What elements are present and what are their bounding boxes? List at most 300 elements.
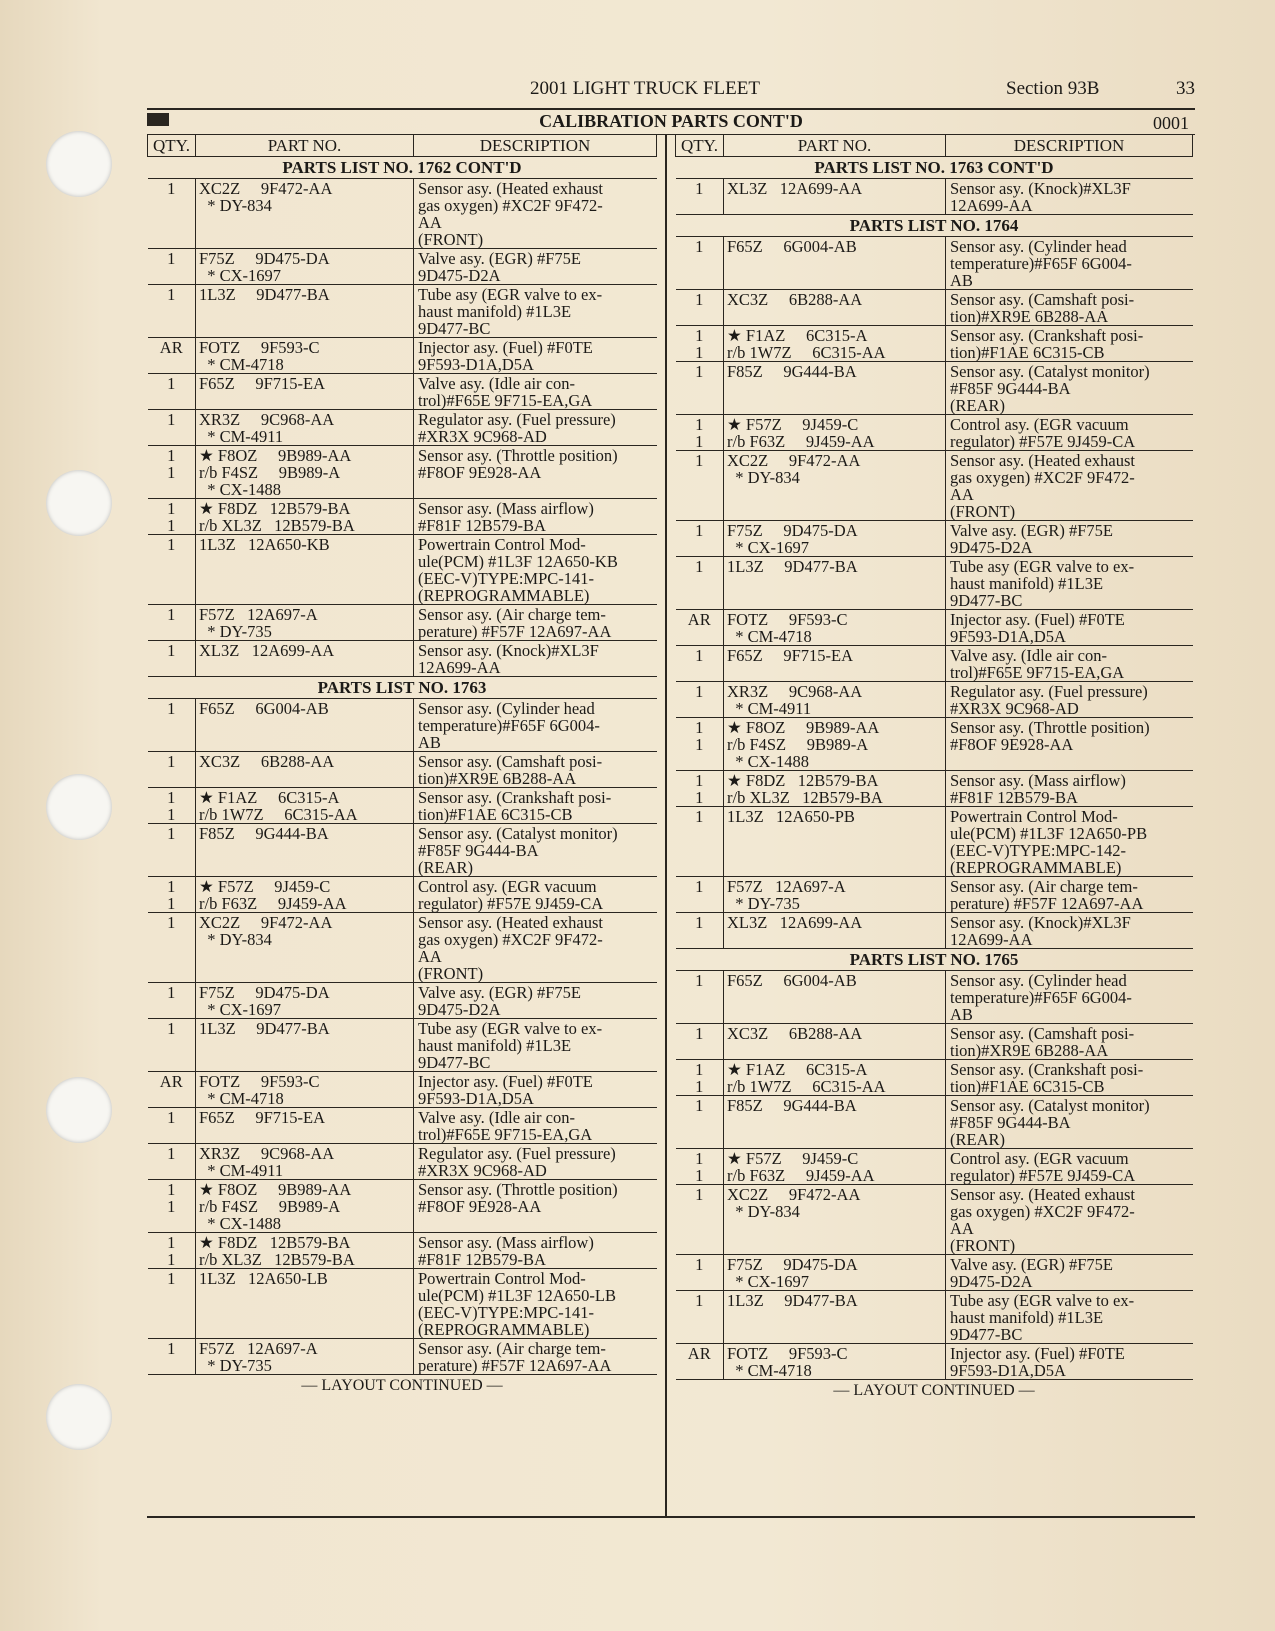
qty-value: 1 <box>167 1108 176 1127</box>
part-number: F85Z 9G444-BA <box>727 1096 857 1115</box>
qty-value: 1 <box>695 1255 704 1274</box>
part-number-cell <box>724 1096 946 1149</box>
description-text: tion)#F1AE 6C315-CB <box>950 1077 1105 1096</box>
qty-header: QTY. <box>676 135 724 157</box>
table-row <box>676 1291 1193 1344</box>
qty-cell <box>676 807 724 877</box>
part-number: * CM-4911 <box>199 1161 284 1180</box>
part-number: XR3Z 9C968-AA <box>727 682 863 701</box>
part-number-cell <box>196 788 414 824</box>
part-number-cell <box>196 446 414 499</box>
part-number: * DY-735 <box>727 894 800 913</box>
description-text: AB <box>950 1005 973 1024</box>
description-text: 9F593-D1A,D5A <box>950 1361 1066 1380</box>
layout-continued-note: — LAYOUT CONTINUED — <box>833 1382 1035 1399</box>
publication-title: 2001 LIGHT TRUCK FLEET <box>530 78 760 99</box>
description-cell <box>414 641 657 677</box>
qty-value: 1 <box>695 771 704 790</box>
qty-value: 1 <box>695 432 704 451</box>
description-text: Sensor asy. (Air charge tem- <box>950 877 1138 896</box>
part-number: XC2Z 9F472-AA <box>727 1185 861 1204</box>
part-number: r/b 1W7Z 6C315-AA <box>727 1077 886 1096</box>
description-cell <box>946 362 1193 415</box>
description-text: Sensor asy. (Cylinder head <box>418 699 595 718</box>
part-number: * CM-4718 <box>199 1089 284 1108</box>
table-row <box>148 824 657 877</box>
description-text: Injector asy. (Fuel) #F0TE <box>950 610 1125 629</box>
qty-cell <box>676 1291 724 1344</box>
description-text: 9F593-D1A,D5A <box>950 627 1066 646</box>
description-cell <box>414 605 657 641</box>
part-number: 1L3Z 12A650-LB <box>199 1269 328 1288</box>
qty-cell <box>148 788 196 824</box>
table-row <box>676 451 1193 521</box>
qty-cell <box>676 179 724 215</box>
description-text: 9D475-D2A <box>950 538 1033 557</box>
description-text: Tube asy (EGR valve to ex- <box>418 285 603 304</box>
description-text: Sensor asy. (Crankshaft posi- <box>418 788 612 807</box>
qty-value: 1 <box>695 1096 704 1115</box>
part-number: * CM-4911 <box>727 699 812 718</box>
qty-value: 1 <box>695 343 704 362</box>
description-cell <box>946 1060 1193 1096</box>
part-number-cell <box>724 1255 946 1291</box>
qty-cell <box>676 326 724 362</box>
part-number-cell <box>196 338 414 374</box>
part-number: XC2Z 9F472-AA <box>727 451 861 470</box>
description-cell <box>414 1144 657 1180</box>
description-text: Sensor asy. (Throttle position) <box>950 718 1150 737</box>
description-cell <box>414 752 657 788</box>
part-number: F75Z 9D475-DA <box>727 1255 858 1274</box>
description-text: perature) #F57F 12A697-AA <box>418 1356 612 1375</box>
part-number-cell <box>724 1185 946 1255</box>
table-row <box>148 249 657 285</box>
part-number-cell <box>196 1108 414 1144</box>
parts-list-heading: PARTS LIST NO. 1765 <box>676 949 1193 971</box>
qty-value: 1 <box>167 1269 176 1288</box>
part-number: ★ F1AZ 6C315-A <box>199 788 340 807</box>
part-number-cell <box>196 285 414 338</box>
description-text: Sensor asy. (Knock)#XL3F <box>418 641 599 660</box>
table-row <box>148 535 657 605</box>
description-text: (REPROGRAMMABLE) <box>418 586 590 605</box>
part-number: F57Z 12A697-A <box>199 605 318 624</box>
qty-cell <box>676 1149 724 1185</box>
description-text: (FRONT) <box>950 502 1016 521</box>
qty-value: 1 <box>695 521 704 540</box>
description-text: gas oxygen) #XC2F 9F472- <box>418 196 603 215</box>
table-row <box>676 1096 1193 1149</box>
description-text: temperature)#F65F 6G004- <box>418 716 600 735</box>
description-text: tion)#XR9E 6B288-AA <box>950 1041 1109 1060</box>
part-number: * CX-1697 <box>199 1000 282 1019</box>
description-text: ule(PCM) #1L3F 12A650-PB <box>950 824 1148 843</box>
description-cell <box>414 535 657 605</box>
description-cell <box>414 1233 657 1269</box>
table-row <box>148 1108 657 1144</box>
qty-value: 1 <box>167 410 176 429</box>
parts-table <box>675 134 1193 1380</box>
section-label: Section 93B <box>1006 78 1100 99</box>
qty-cell <box>676 415 724 451</box>
part-number: * DY-834 <box>199 930 272 949</box>
part-number: r/b F63Z 9J459-AA <box>727 432 875 451</box>
description-cell <box>414 913 657 983</box>
description-cell <box>946 971 1193 1024</box>
description-text: trol)#F65E 9F715-EA,GA <box>418 1125 593 1144</box>
part-number-cell <box>196 983 414 1019</box>
description-text: Sensor asy. (Camshaft posi- <box>950 290 1135 309</box>
part-number-cell <box>724 646 946 682</box>
description-text: Sensor asy. (Cylinder head <box>950 971 1127 990</box>
part-number: * CM-4718 <box>727 1361 812 1380</box>
part-number-cell <box>196 877 414 913</box>
qty-value: 1 <box>167 1197 176 1216</box>
part-number: r/b XL3Z 12B579-BA <box>727 788 883 807</box>
description-text: Sensor asy. (Heated exhaust <box>950 451 1135 470</box>
part-number: F65Z 6G004-AB <box>727 971 857 990</box>
table-row <box>148 877 657 913</box>
qty-cell <box>676 913 724 949</box>
qty-cell <box>676 1024 724 1060</box>
part-number-cell <box>724 237 946 290</box>
part-number: r/b F4SZ 9B989-A <box>727 735 869 754</box>
part-number: ★ F8DZ 12B579-BA <box>199 1233 351 1252</box>
qty-value: 1 <box>167 699 176 718</box>
description-text: gas oxygen) #XC2F 9F472- <box>950 1202 1135 1221</box>
qty-value: 1 <box>167 788 176 807</box>
part-number: FOTZ 9F593-C <box>199 338 320 357</box>
description-text: Regulator asy. (Fuel pressure) <box>950 682 1148 701</box>
description-cell <box>414 1072 657 1108</box>
qty-cell <box>676 1096 724 1149</box>
qty-cell <box>676 877 724 913</box>
description-text: Tube asy (EGR valve to ex- <box>950 557 1135 576</box>
table-row <box>676 610 1193 646</box>
column-header-row <box>676 135 1193 157</box>
qty-value: 1 <box>695 718 704 737</box>
qty-value: 1 <box>167 641 176 660</box>
part-number-cell <box>724 877 946 913</box>
qty-value: 1 <box>167 499 176 518</box>
description-text: #F85F 9G444-BA <box>950 379 1071 398</box>
description-text: Valve asy. (EGR) #F75E <box>418 983 581 1002</box>
qty-value: 1 <box>167 179 176 198</box>
description-text: tion)#F1AE 6C315-CB <box>950 343 1105 362</box>
description-text: Powertrain Control Mod- <box>418 535 586 554</box>
description-text: 9D475-D2A <box>950 1272 1033 1291</box>
part-number: XC2Z 9F472-AA <box>199 913 333 932</box>
description-text: Sensor asy. (Cylinder head <box>950 237 1127 256</box>
column-header-row <box>148 135 657 157</box>
description-text: Sensor asy. (Crankshaft posi- <box>950 1060 1144 1079</box>
table-row <box>676 1024 1193 1060</box>
part-number: XC3Z 6B288-AA <box>199 752 335 771</box>
layout-continued-note: — LAYOUT CONTINUED — <box>301 1377 503 1394</box>
description-cell <box>946 290 1193 326</box>
part-number: 1L3Z 9D477-BA <box>727 557 858 576</box>
table-row <box>148 1269 657 1339</box>
description-cell <box>946 1185 1193 1255</box>
binder-hole <box>46 774 112 840</box>
description-cell <box>414 285 657 338</box>
description-text: #XR3X 9C968-AD <box>950 699 1079 718</box>
table-row <box>676 1185 1193 1255</box>
qty-cell <box>148 699 196 752</box>
part-number: F75Z 9D475-DA <box>727 521 858 540</box>
description-text: 12A699-AA <box>950 196 1033 215</box>
part-number: r/b XL3Z 12B579-BA <box>199 1250 355 1269</box>
table-row <box>148 499 657 535</box>
qty-value: 1 <box>167 285 176 304</box>
qty-value: 1 <box>167 824 176 843</box>
qty-cell <box>148 374 196 410</box>
qty-cell <box>148 499 196 535</box>
qty-value: 1 <box>695 807 704 826</box>
table-row <box>676 1344 1193 1380</box>
description-text: regulator) #F57E 9J459-CA <box>950 432 1136 451</box>
qty-value: 1 <box>695 179 704 198</box>
part-number-cell <box>196 699 414 752</box>
part-number-cell <box>724 415 946 451</box>
description-text: #XR3X 9C968-AD <box>418 427 547 446</box>
qty-value: 1 <box>167 374 176 393</box>
part-number: * DY-834 <box>727 1202 800 1221</box>
description-text: haust manifold) #1L3E <box>950 574 1104 593</box>
description-text: ule(PCM) #1L3F 12A650-KB <box>418 552 618 571</box>
binder-hole <box>46 1384 112 1450</box>
qty-value: 1 <box>695 913 704 932</box>
description-text: Sensor asy. (Mass airflow) <box>418 1233 594 1252</box>
qty-value: 1 <box>695 1185 704 1204</box>
part-number: XL3Z 12A699-AA <box>727 913 863 932</box>
description-text: (FRONT) <box>418 230 484 249</box>
binder-hole <box>46 1077 112 1143</box>
description-cell <box>946 771 1193 807</box>
part-number: 1L3Z 9D477-BA <box>199 1019 330 1038</box>
description-text: Valve asy. (EGR) #F75E <box>418 249 581 268</box>
description-text: AB <box>950 271 973 290</box>
part-number: F85Z 9G444-BA <box>727 362 857 381</box>
part-number: * CM-4718 <box>199 355 284 374</box>
part-number: r/b XL3Z 12B579-BA <box>199 516 355 535</box>
table-row <box>676 179 1193 215</box>
qty-cell <box>676 771 724 807</box>
page-number: 33 <box>1176 78 1195 99</box>
table-row <box>676 415 1193 451</box>
part-number-cell <box>196 1180 414 1233</box>
part-number: F57Z 12A697-A <box>727 877 846 896</box>
description-text: Powertrain Control Mod- <box>418 1269 586 1288</box>
part-number: ★ F57Z 9J459-C <box>199 877 331 896</box>
description-text: #F8OF 9E928-AA <box>950 735 1074 754</box>
description-text: Sensor asy. (Heated exhaust <box>418 913 603 932</box>
part-number-cell <box>724 179 946 215</box>
qty-cell <box>676 682 724 718</box>
part-number: * DY-834 <box>727 468 800 487</box>
qty-value: 1 <box>167 1019 176 1038</box>
description-cell <box>414 249 657 285</box>
qty-value: 1 <box>167 249 176 268</box>
table-row <box>148 605 657 641</box>
qty-cell <box>148 535 196 605</box>
part-number-cell <box>724 682 946 718</box>
part-number: F75Z 9D475-DA <box>199 249 330 268</box>
description-text: temperature)#F65F 6G004- <box>950 988 1132 1007</box>
qty-value: 1 <box>167 805 176 824</box>
qty-cell <box>676 521 724 557</box>
left-column <box>147 134 657 1518</box>
parts-list-heading-row <box>676 949 1193 971</box>
part-number-cell <box>724 451 946 521</box>
qty-cell <box>676 971 724 1024</box>
description-text: 12A699-AA <box>950 930 1033 949</box>
description-text: AA <box>950 485 974 504</box>
qty-cell <box>676 290 724 326</box>
part-number: r/b F63Z 9J459-AA <box>199 894 347 913</box>
part-number: * DY-735 <box>199 1356 272 1375</box>
qty-value: 1 <box>695 735 704 754</box>
description-text: (REAR) <box>950 396 1005 415</box>
description-cell <box>414 1339 657 1375</box>
part-number: * CX-1697 <box>199 266 282 285</box>
table-row <box>676 1255 1193 1291</box>
qty-cell <box>676 1255 724 1291</box>
description-text: Sensor asy. (Throttle position) <box>418 1180 618 1199</box>
right-column <box>675 134 1193 1518</box>
table-row <box>148 699 657 752</box>
description-text: haust manifold) #1L3E <box>418 1036 572 1055</box>
qty-value: 1 <box>695 1166 704 1185</box>
bottom-rule <box>147 1516 1195 1518</box>
banner <box>147 108 1195 135</box>
part-number: * CX-1488 <box>727 752 810 771</box>
part-number-cell <box>196 179 414 249</box>
table-row <box>148 285 657 338</box>
qty-value: 1 <box>695 877 704 896</box>
qty-cell <box>148 824 196 877</box>
table-row <box>148 913 657 983</box>
part-number-cell <box>724 362 946 415</box>
qty-cell <box>148 1144 196 1180</box>
description-cell <box>414 1269 657 1339</box>
description-text: temperature)#F65F 6G004- <box>950 254 1132 273</box>
description-text: AB <box>418 733 441 752</box>
qty-value: AR <box>687 610 711 629</box>
description-cell <box>946 913 1193 949</box>
description-text: (REAR) <box>950 1130 1005 1149</box>
part-number: F57Z 12A697-A <box>199 1339 318 1358</box>
table-row <box>148 410 657 446</box>
description-cell <box>946 415 1193 451</box>
part-number: ★ F57Z 9J459-C <box>727 415 859 434</box>
part-number-cell <box>196 605 414 641</box>
part-number: F75Z 9D475-DA <box>199 983 330 1002</box>
parts-table <box>147 134 657 1375</box>
part-number-cell <box>724 1024 946 1060</box>
description-text: 9D477-BC <box>418 319 491 338</box>
table-row <box>676 1149 1193 1185</box>
description-cell <box>414 1019 657 1072</box>
description-text: Sensor asy. (Camshaft posi- <box>950 1024 1135 1043</box>
qty-cell <box>148 179 196 249</box>
description-cell <box>414 699 657 752</box>
qty-value: 1 <box>167 1233 176 1252</box>
table-row <box>676 1060 1193 1096</box>
description-text: (EEC-V)TYPE:MPC-142- <box>950 841 1126 860</box>
description-text: #XR3X 9C968-AD <box>418 1161 547 1180</box>
description-text: Regulator asy. (Fuel pressure) <box>418 1144 616 1163</box>
qty-value: 1 <box>695 1024 704 1043</box>
description-text: Control asy. (EGR vacuum <box>950 415 1129 434</box>
description-cell <box>414 410 657 446</box>
part-number: F85Z 9G444-BA <box>199 824 329 843</box>
description-text: Sensor asy. (Crankshaft posi- <box>950 326 1144 345</box>
description-text: #F8OF 9E928-AA <box>418 1197 542 1216</box>
description-text: AA <box>950 1219 974 1238</box>
part-number-cell <box>724 326 946 362</box>
parts-list-heading: PARTS LIST NO. 1762 CONT'D <box>148 157 657 179</box>
qty-cell <box>676 451 724 521</box>
table-row <box>148 1339 657 1375</box>
part-number-cell <box>196 499 414 535</box>
parts-frame <box>147 108 1195 1518</box>
description-cell <box>946 1344 1193 1380</box>
qty-value: 1 <box>167 1339 176 1358</box>
part-number: 1L3Z 9D477-BA <box>199 285 330 304</box>
description-cell <box>946 557 1193 610</box>
column-divider <box>665 134 667 1518</box>
part-number-cell <box>196 1233 414 1269</box>
description-text: 9F593-D1A,D5A <box>418 355 534 374</box>
description-text: (REPROGRAMMABLE) <box>950 858 1122 877</box>
table-row <box>676 877 1193 913</box>
part-number: r/b F63Z 9J459-AA <box>727 1166 875 1185</box>
qty-cell <box>148 1019 196 1072</box>
table-row <box>148 1072 657 1108</box>
part-number-cell <box>196 249 414 285</box>
description-cell <box>414 338 657 374</box>
banner-code: 0001 <box>1153 113 1189 133</box>
part-number-cell <box>724 807 946 877</box>
description-text: #F85F 9G444-BA <box>950 1113 1071 1132</box>
description-cell <box>946 521 1193 557</box>
description-cell <box>946 326 1193 362</box>
part-number-cell <box>196 913 414 983</box>
description-text: Sensor asy. (Throttle position) <box>418 446 618 465</box>
qty-cell <box>148 1339 196 1375</box>
description-text: Sensor asy. (Knock)#XL3F <box>950 913 1131 932</box>
qty-cell <box>148 338 196 374</box>
part-number-cell <box>196 1072 414 1108</box>
description-text: 9D475-D2A <box>418 1000 501 1019</box>
description-text: 9D477-BC <box>418 1053 491 1072</box>
part-number-cell <box>196 824 414 877</box>
part-number-cell <box>724 610 946 646</box>
description-cell <box>946 1255 1193 1291</box>
qty-value: 1 <box>167 913 176 932</box>
description-cell <box>946 1024 1193 1060</box>
table-row <box>676 718 1193 771</box>
part-number: ★ F8OZ 9B989-AA <box>727 718 880 737</box>
part-number: * CX-1697 <box>727 538 810 557</box>
description-text: Sensor asy. (Mass airflow) <box>418 499 594 518</box>
qty-value: AR <box>687 1344 711 1363</box>
description-text: haust manifold) #1L3E <box>418 302 572 321</box>
description-text: 9D477-BC <box>950 1325 1023 1344</box>
qty-value: AR <box>159 1072 183 1091</box>
